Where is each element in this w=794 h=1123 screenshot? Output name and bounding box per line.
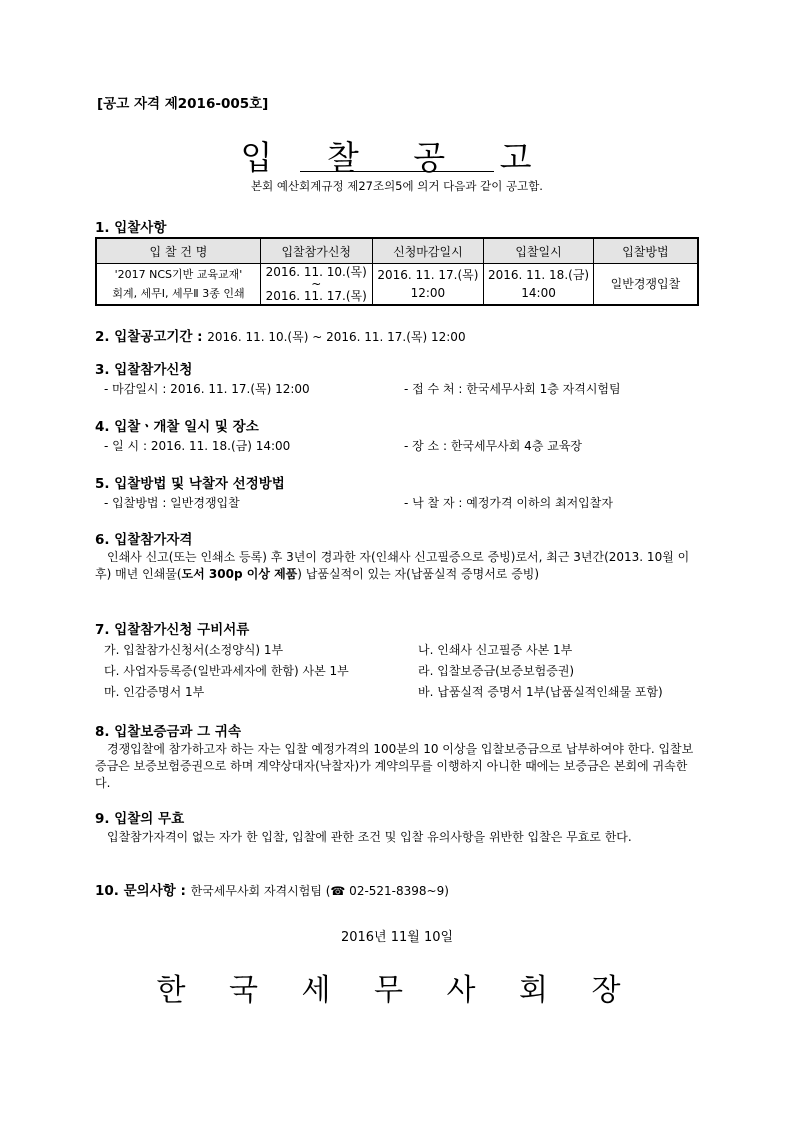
section-6-heading: 6. 입찰참가자격	[95, 532, 193, 548]
bid-time: 14:00	[521, 286, 556, 300]
list-item: 마. 인감증명서 1부	[104, 685, 205, 699]
header-bid-date: 입찰일시	[484, 238, 594, 264]
notice-period: 2016. 11. 10.(목) ~ 2016. 11. 17.(목) 12:00	[207, 330, 466, 344]
cell-method: 일반경쟁입찰	[593, 264, 698, 306]
section-7-heading: 7. 입찰참가신청 구비서류	[95, 622, 250, 638]
bid-table-header-row	[96, 238, 698, 264]
issuer-signature: 한 국 세 무 사 회 장	[156, 973, 638, 1008]
section-8-heading: 8. 입찰보증금과 그 귀속	[95, 724, 241, 740]
deadline-time: 12:00	[410, 286, 446, 300]
deposit-text: 경쟁입찰에 참가하고자 하는 자는 입찰 예정가격의 100분의 10 이상을 입찰보증금으로 납부하여야 한다. 입찰보증금은 보증보험증권으로 하며 계약상대자(낙찰자)가 계약의무를 이행하지 아니한 때에는 보증금은 본회에 귀속한다.	[95, 742, 694, 790]
title-underline	[300, 171, 494, 172]
section-10	[95, 879, 449, 899]
invalid-bid-text: 입찰참가자격이 없는 자가 한 입찰, 입찰에 관한 조건 및 입찰 유의사항을 위반한 입찰은 무효로 한다.	[107, 830, 632, 844]
section-2	[95, 325, 466, 345]
table-row	[96, 264, 698, 306]
list-item: 바. 납품실적 증명서 1부(납품실적인쇄물 포함)	[418, 685, 663, 699]
cell-bid-date	[484, 264, 594, 306]
notice-date: 2016년 11월 10일	[340, 930, 454, 945]
section-10-heading: 10. 문의사항 :	[95, 883, 186, 899]
notice-number: [공고 자격 제2016-005호]	[97, 96, 269, 112]
apply-start: 2016. 11. 10.(목)	[265, 265, 367, 279]
page-title: 입 찰 공 고	[240, 138, 554, 177]
apply-end: 2016. 11. 17.(목)	[265, 289, 367, 303]
header-method: 입찰방법	[593, 238, 698, 264]
section-1-heading: 1. 입찰사항	[95, 220, 167, 236]
qualification-text-a: 인쇄사 신고(또는 인쇄소 등록) 후 3년이 경과한 자(인쇄사 신고필증으로 증빙)로서, 최근 3년간(2013. 10월 이후) 매년 인쇄물(	[95, 550, 690, 581]
opening-place-item: - 장 소 : 한국세무사회 4층 교육장	[404, 439, 582, 453]
list-item: 다. 사업자등록증(일반과세자에 한함) 사본 1부	[104, 664, 349, 678]
winner-item: - 낙 찰 자 : 예정가격 이하의 최저입찰자	[404, 496, 613, 510]
bid-method-item: - 입찰방법 : 일반경쟁입찰	[104, 496, 240, 510]
contact-info: 한국세무사회 자격시험팀 (☎ 02-521-8398~9)	[190, 884, 449, 898]
cell-bid-name	[96, 264, 260, 306]
section-5-heading: 5. 입찰방법 및 낙찰자 선정방법	[95, 476, 285, 492]
section-4-heading: 4. 입찰ㆍ개찰 일시 및 장소	[95, 419, 259, 435]
section-9-heading: 9. 입찰의 무효	[95, 811, 185, 827]
qualification-text	[95, 549, 700, 583]
bid-date: 2016. 11. 18.(금)	[487, 268, 590, 282]
header-bid-name: 입 찰 건 명	[96, 238, 260, 264]
cell-deadline	[372, 264, 484, 306]
bid-table	[95, 237, 699, 306]
bid-name-line-1: '2017 NCS기반 교육교재'	[114, 268, 243, 281]
bid-name-line-2: 회계, 세무Ⅰ, 세무Ⅱ 3종 인쇄	[112, 287, 245, 300]
header-deadline: 신청마감일시	[372, 238, 484, 264]
list-item: 라. 입찰보증금(보증보험증권)	[418, 664, 575, 678]
section-2-heading: 2. 입찰공고기간 :	[95, 329, 203, 345]
list-item: 나. 인쇄사 신고필증 사본 1부	[418, 643, 573, 657]
apply-tilde: ~	[311, 277, 322, 291]
list-item: 가. 입찰참가신청서(소정양식) 1부	[104, 643, 284, 657]
intro-text: 본회 예산회계규정 제27조의5에 의거 다음과 같이 공고함.	[251, 179, 543, 193]
apply-place-item: - 접 수 처 : 한국세무사회 1층 자격시험팀	[404, 382, 621, 396]
cell-apply	[260, 264, 372, 306]
opening-time-item: - 일 시 : 2016. 11. 18.(금) 14:00	[104, 439, 291, 453]
qualification-text-c: ) 납품실적이 있는 자(납품실적 증명서로 증빙)	[297, 567, 540, 581]
apply-deadline-item: - 마감일시 : 2016. 11. 17.(목) 12:00	[104, 382, 310, 396]
section-3-heading: 3. 입찰참가신청	[95, 362, 193, 378]
qualification-emphasis: 도서 300p 이상 제품	[181, 567, 298, 581]
deadline-date: 2016. 11. 17.(목)	[377, 268, 479, 282]
header-apply: 입찰참가신청	[260, 238, 372, 264]
